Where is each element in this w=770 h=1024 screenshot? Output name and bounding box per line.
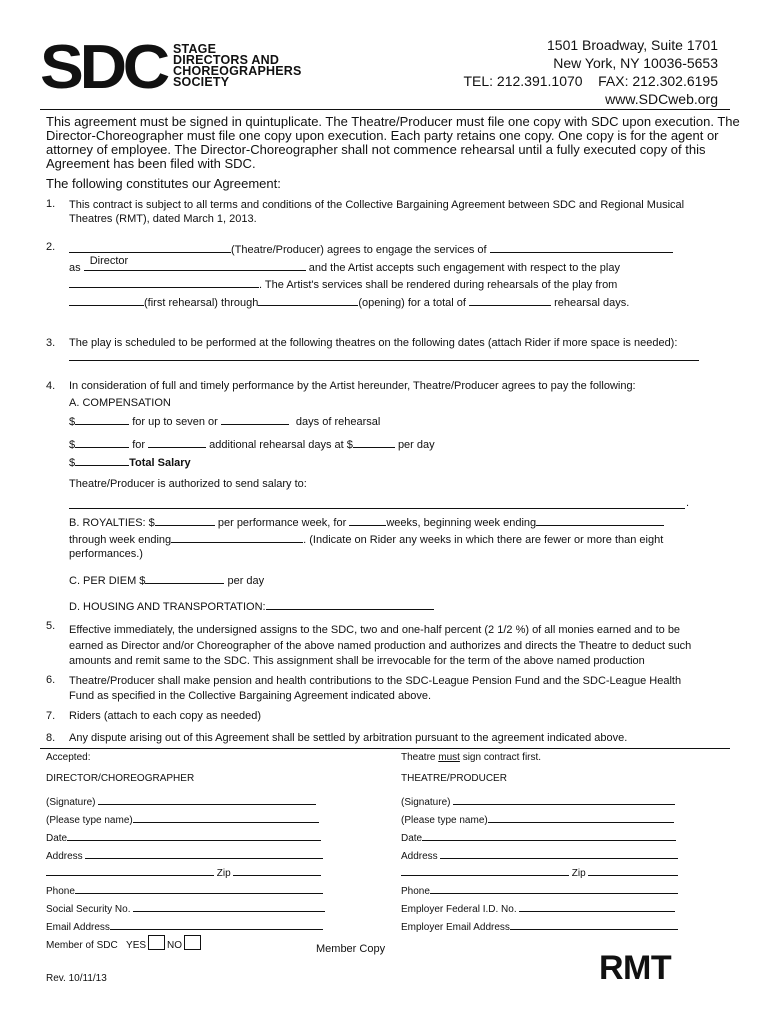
producer-email-row — [401, 920, 678, 933]
employer-id-label: Employer Federal I.D. No. — [401, 904, 517, 915]
director-signature-field[interactable] — [98, 795, 316, 805]
producer-name-field[interactable] — [488, 813, 674, 823]
director-name-row — [46, 813, 319, 826]
days-rehearsal-label: days of rehearsal — [295, 416, 381, 428]
section-5-text — [69, 623, 691, 670]
housing-field[interactable] — [266, 598, 434, 610]
member-copy-label: Member Copy — [316, 943, 386, 955]
yes-label: YES — [126, 940, 147, 951]
director-ssn-row — [46, 902, 325, 915]
opening-field[interactable] — [258, 294, 358, 306]
director-email-field[interactable] — [110, 920, 323, 930]
director-city-field[interactable] — [46, 866, 214, 876]
dollar-sign: $ — [69, 416, 76, 428]
beginning-week-field[interactable] — [536, 514, 664, 526]
rehearsal-fee-field[interactable] — [75, 413, 129, 425]
dollar-sign: $ — [69, 439, 76, 451]
producer-address-field[interactable] — [440, 849, 678, 859]
director-ssn-field[interactable] — [133, 902, 325, 912]
rehearsal-days-label: rehearsal days. — [554, 297, 630, 309]
weeks-field[interactable] — [349, 514, 386, 526]
per-diem-label: C. PER DIEM $ — [69, 575, 146, 587]
producer-signature-row — [401, 795, 675, 808]
artist-name-field[interactable] — [490, 241, 673, 253]
section-1-line: This contract is subject to all terms and conditions of the Collective Bargaining Agreement between SDC and Regional Musical — [69, 199, 685, 211]
section-6-line: Fund as specified in the Collective Bargaining Agreement indicated above. — [69, 689, 432, 702]
director-address-field[interactable] — [85, 849, 323, 859]
revision-label: Rev. 10/11/13 — [46, 973, 107, 984]
theatres-dates-field[interactable] — [69, 360, 699, 361]
email-label: Email Address — [46, 922, 110, 933]
org-line: CHOREOGRAPHERS — [173, 64, 302, 78]
indicate-text: . (Indicate on Rider any weeks in which there are fewer or more than eight — [303, 534, 664, 546]
producer-address-row — [401, 849, 678, 862]
address-line-2: New York, NY 10036-5653 — [553, 55, 718, 71]
zip-label: Zip — [216, 868, 231, 879]
role-field[interactable] — [84, 255, 306, 271]
intro-line: attorney of employee. The Director-Choreographer shall not commence rehearsal until a fully executed copy of this — [46, 142, 706, 157]
phone-fax: TEL: 212.391.1070 FAX: 212.302.6195 — [463, 73, 718, 89]
section-4-intro: In consideration of full and timely performance by the Artist hereunder, Theatre/Producer agrees to pay the following: — [69, 380, 636, 392]
producer-title: THEATRE/PRODUCER — [401, 773, 507, 784]
yes-checkbox[interactable] — [148, 935, 165, 950]
director-signature-row — [46, 795, 316, 808]
comp-row-1 — [69, 413, 380, 428]
producer-zip-field[interactable] — [588, 866, 678, 876]
producer-date-row — [401, 831, 676, 844]
section-number: 4. — [46, 380, 56, 392]
through-row — [69, 531, 663, 546]
signature-rule — [40, 748, 730, 749]
section-number: 7. — [46, 710, 56, 722]
producer-name-row — [401, 813, 674, 826]
director-date-field[interactable] — [67, 831, 321, 841]
total-salary-field[interactable] — [75, 454, 129, 466]
producer-employer-id-row — [401, 902, 675, 915]
section-number: 6. — [46, 674, 56, 686]
member-label: Member of SDC — [46, 940, 118, 951]
section-8-text: Any dispute arising out of this Agreement shall be settled by arbitration pursuant to the agreement indicated above. — [69, 732, 628, 744]
phone-label: Phone — [401, 886, 430, 897]
producer-phone-field[interactable] — [430, 884, 678, 894]
director-address-row — [46, 849, 323, 862]
housing-row — [69, 598, 434, 613]
address-line-1: 1501 Broadway, Suite 1701 — [547, 37, 718, 53]
rendered-text: . The Artist's services shall be rendered during rehearsals of the play from — [259, 279, 618, 291]
no-checkbox[interactable] — [184, 935, 201, 950]
section-number: 3. — [46, 337, 56, 349]
per-day-label: per day — [397, 439, 435, 451]
employer-email-label: Employer Email Address — [401, 922, 510, 933]
producer-signature-field[interactable] — [453, 795, 675, 805]
member-row — [46, 935, 203, 951]
zip-label: Zip — [571, 868, 586, 879]
first-rehearsal-label: (first rehearsal) through — [144, 297, 259, 309]
producer-zip-row — [401, 866, 678, 879]
intro-line: Director-Choreographer must file one copy upon execution. Each party retains one copy. One copy is for the agent or — [46, 128, 719, 143]
contact-block — [463, 36, 718, 108]
producer-phone-row — [401, 884, 678, 897]
section-number: 8. — [46, 732, 56, 744]
org-name — [173, 44, 302, 88]
sdc-logo — [40, 38, 170, 94]
royalties-row — [69, 514, 664, 529]
section-3-text: The play is scheduled to be performed at the following theatres on the following dates (attach Rider if more space is needed): — [69, 337, 678, 349]
salary-address-field[interactable] — [69, 508, 685, 509]
through-week-field[interactable] — [171, 531, 303, 543]
period: . — [686, 497, 690, 509]
address-label: Address — [46, 851, 83, 862]
section-6-line: Theatre/Producer shall make pension and health contributions to the SDC-League Pension Fund and the SDC-League Health — [69, 675, 682, 687]
accepted-label: Accepted: — [46, 752, 91, 763]
section-2-row-1 — [69, 241, 673, 256]
type-name-label: (Please type name) — [46, 815, 133, 826]
section-5-line: Effective immediately, the undersigned assigns to the SDC, two and one-half percent (2 1/2 %) of all monies earned and to be — [69, 624, 681, 636]
producer-email-field[interactable] — [510, 920, 678, 930]
producer-name-field[interactable] — [69, 241, 231, 253]
opening-label: (opening) for a total of — [358, 297, 466, 309]
address-label: Address — [401, 851, 438, 862]
theatre-first-note — [401, 752, 541, 763]
per-day-label: per day — [227, 575, 265, 587]
per-day-rate-field[interactable] — [353, 436, 395, 448]
section-5-line: amounts and remit same to the SDC. This assignment shall be irrevocable for the term of the above named production — [69, 655, 645, 667]
comp-row-3 — [69, 454, 191, 469]
role-value: Director — [89, 255, 129, 267]
comp-row-2 — [69, 436, 435, 451]
section-2-row-4 — [69, 294, 629, 309]
director-phone-row — [46, 884, 323, 897]
director-date-row — [46, 831, 321, 844]
as-label: as — [69, 262, 81, 274]
per-diem-row — [69, 572, 264, 587]
form-code: RMT — [599, 949, 672, 987]
accepts-text: and the Artist accepts such engagement with respect to the play — [308, 262, 620, 274]
org-line: DIRECTORS AND — [173, 53, 280, 67]
royalty-amount-field[interactable] — [155, 514, 215, 526]
intro-line: Agreement has been filed with SDC. — [46, 156, 256, 171]
section-5-line: earned as Director and/or Choreographer of the above named production and authorizes and directs the Theatre to deduct such — [69, 639, 692, 652]
section-2-row-2 — [69, 255, 620, 274]
per-performance-label: per performance week, for — [217, 517, 347, 529]
through-label: through week ending — [69, 534, 172, 546]
note-emphasis: must — [438, 752, 460, 763]
header-rule — [40, 109, 730, 110]
section-number: 2. — [46, 241, 56, 253]
section-7-text: Riders (attach to each copy as needed) — [69, 710, 262, 722]
housing-label: D. HOUSING AND TRANSPORTATION: — [69, 601, 266, 613]
type-name-label: (Please type name) — [401, 815, 488, 826]
performances-note: performances.) — [69, 548, 143, 560]
producer-date-field[interactable] — [422, 831, 676, 841]
director-phone-field[interactable] — [75, 884, 323, 894]
section-1-line: Theatres (RMT), dated March 1, 2013. — [69, 213, 257, 225]
section-number: 5. — [46, 620, 56, 632]
rehearsal-days-field[interactable] — [469, 294, 551, 306]
section-6-text — [69, 674, 681, 703]
first-rehearsal-field[interactable] — [69, 294, 144, 306]
producer-employer-id-field[interactable] — [519, 902, 675, 912]
signature-label: (Signature) — [46, 797, 96, 808]
director-zip-field[interactable] — [233, 866, 321, 876]
intro-line: This agreement must be signed in quintuplicate. The Theatre/Producer must file one copy with SDC upon execution. The — [46, 114, 740, 129]
note-text: sign contract first. — [459, 752, 542, 763]
additional-label: additional rehearsal days at $ — [209, 439, 353, 451]
director-zip-row — [46, 866, 321, 879]
ssn-label: Social Security No. — [46, 904, 131, 915]
additional-days-field[interactable] — [148, 436, 206, 448]
section-1-text — [69, 198, 684, 226]
director-title: DIRECTOR/CHOREOGRAPHER — [46, 773, 195, 784]
website: www.SDCweb.org — [605, 91, 718, 107]
phone-label: Phone — [46, 886, 75, 897]
date-label: Date — [46, 833, 68, 844]
director-email-row — [46, 920, 323, 933]
signature-label: (Signature) — [401, 797, 451, 808]
following-heading: The following constitutes our Agreement: — [46, 176, 281, 191]
producer-city-field[interactable] — [401, 866, 569, 876]
section-2-row-3 — [69, 276, 617, 291]
org-line: SOCIETY — [173, 75, 230, 89]
up-to-label: for up to seven or — [132, 416, 218, 428]
no-label: NO — [167, 940, 183, 951]
date-label: Date — [401, 833, 423, 844]
logo-letters: SDC — [40, 38, 170, 94]
engage-text: (Theatre/Producer) agrees to engage the services of — [231, 244, 487, 256]
for-label: for — [132, 439, 146, 451]
total-salary-label: Total Salary — [129, 457, 191, 469]
weeks-beginning-label: weeks, beginning week ending — [386, 517, 537, 529]
section-number: 1. — [46, 198, 56, 210]
dollar-sign: $ — [69, 457, 76, 469]
note-text: Theatre — [401, 752, 439, 763]
per-diem-field[interactable] — [145, 572, 224, 584]
compensation-heading: A. COMPENSATION — [69, 397, 171, 409]
director-name-field[interactable] — [133, 813, 319, 823]
days-field[interactable] — [221, 413, 289, 425]
royalties-label: B. ROYALTIES: $ — [69, 517, 155, 529]
play-title-field[interactable] — [69, 276, 259, 288]
additional-fee-field[interactable] — [75, 436, 129, 448]
intro-paragraph — [46, 115, 740, 171]
org-line: STAGE — [173, 42, 217, 56]
send-salary-label: Theatre/Producer is authorized to send salary to: — [69, 478, 307, 490]
